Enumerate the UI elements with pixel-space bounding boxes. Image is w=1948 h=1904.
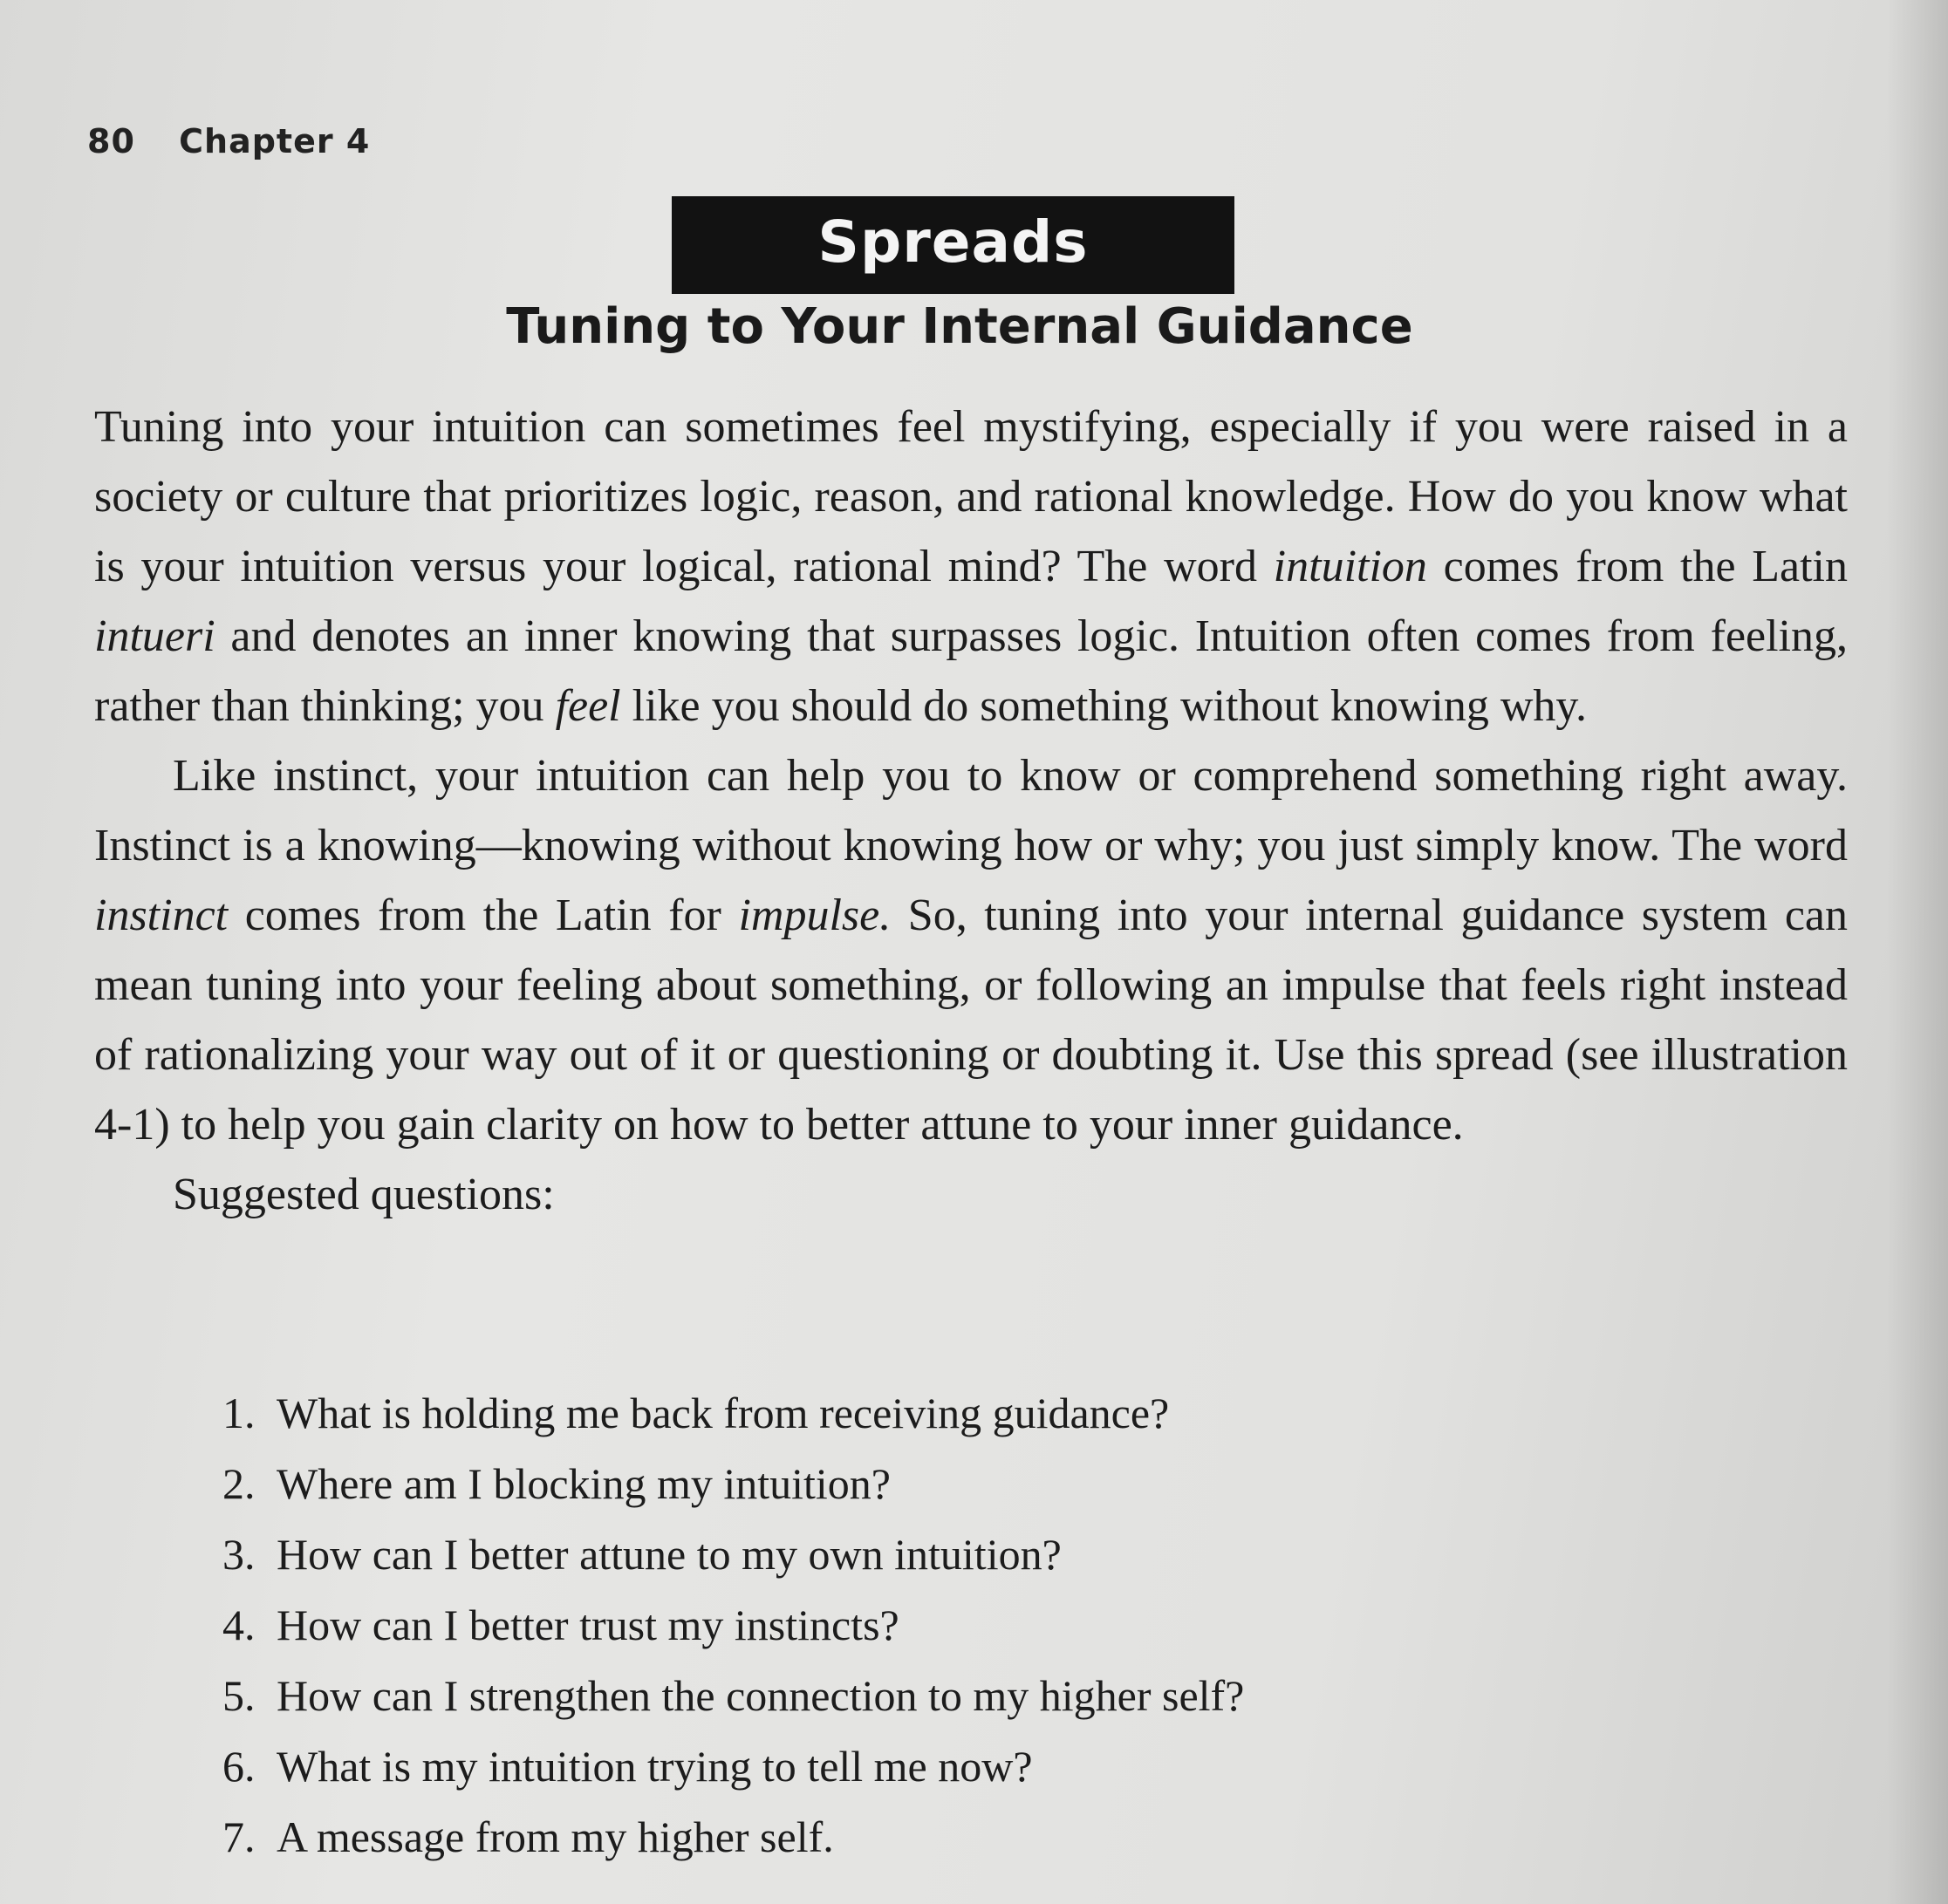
list-item [222,1378,1618,1449]
list-item [222,1802,1618,1873]
page-number: 80 [87,122,135,160]
suggested-questions-label: Suggested questions: [173,1170,555,1219]
question-text: What is my intuition trying to tell me now? [277,1742,1033,1791]
paragraph-1-emphasis-1: intuition [1273,542,1427,591]
question-text: A message from my higher self. [277,1812,834,1861]
list-item [222,1449,1618,1519]
paragraph-1-emphasis-3: feel [555,681,621,731]
question-text: What is holding me back from receiving guidance? [277,1389,1170,1437]
question-text: How can I better attune to my own intuition? [277,1530,1062,1579]
question-text: How can I better trust my instincts? [277,1600,899,1649]
paragraph-2-text-3: So, tuning into your internal guidance system can mean tuning into your feeling about something, or following an impulse that feels right instead of rationalizing your way out of it or questioning or doubting it. Use this spread (see illustration 4-1) to help you gain clarity on how to better attune to your inner guidance. [94,891,1849,1150]
paragraph-1-text-2: comes from the Latin [1426,542,1848,591]
question-number: 7. [222,1812,256,1861]
running-head [87,122,370,160]
paragraph-1-text-1: Tuning into your intuition can sometimes feel mystifying, especially if you were raised in a society or culture that prioritizes logic, reason, and rational knowledge. How do you know what is your intuition versus your logical, rational mind? The word [94,402,1848,591]
question-number: 3. [222,1530,256,1579]
list-item [222,1519,1618,1590]
question-number: 4. [222,1600,256,1649]
body-text [94,392,1848,1230]
list-item [222,1661,1618,1731]
paragraph-2-emphasis-2: impulse. [738,891,892,940]
paragraph-1-text-3: and denotes an inner knowing that surpasses logic. Intuition often comes from feeling, rather than thinking; you [94,611,1848,731]
paragraph-2-text-2: comes from the Latin for [228,891,739,940]
question-text: Where am I blocking my intuition? [277,1459,891,1508]
section-label-bar [672,196,1234,294]
list-item [222,1731,1618,1802]
paragraph-2-emphasis-1: instinct [94,891,229,940]
question-number: 1. [222,1389,256,1437]
paragraph-2-text-1: Like instinct, your intuition can help you to know or comprehend something right away. Instinct is a knowing—knowing without knowing how or why; you just simply know. The word [94,751,1848,870]
section-label: Spreads [817,208,1089,276]
question-number: 5. [222,1671,256,1720]
question-number: 6. [222,1742,256,1791]
list-item [222,1590,1618,1661]
question-list [222,1378,1618,1873]
paragraph-2 [94,741,1848,1160]
chapter-label: Chapter 4 [179,122,371,160]
question-text: How can I strengthen the connection to my higher self? [277,1671,1245,1720]
paragraph-1-text-4: like you should do something without knowing why. [620,681,1588,731]
spread-title: Tuning to Your Internal Guidance [506,298,1413,355]
paragraph-1-emphasis-2: intueri [94,611,215,661]
question-number: 2. [222,1459,256,1508]
page-edge-shadow [1887,0,1948,1904]
paragraph-1 [94,392,1848,741]
